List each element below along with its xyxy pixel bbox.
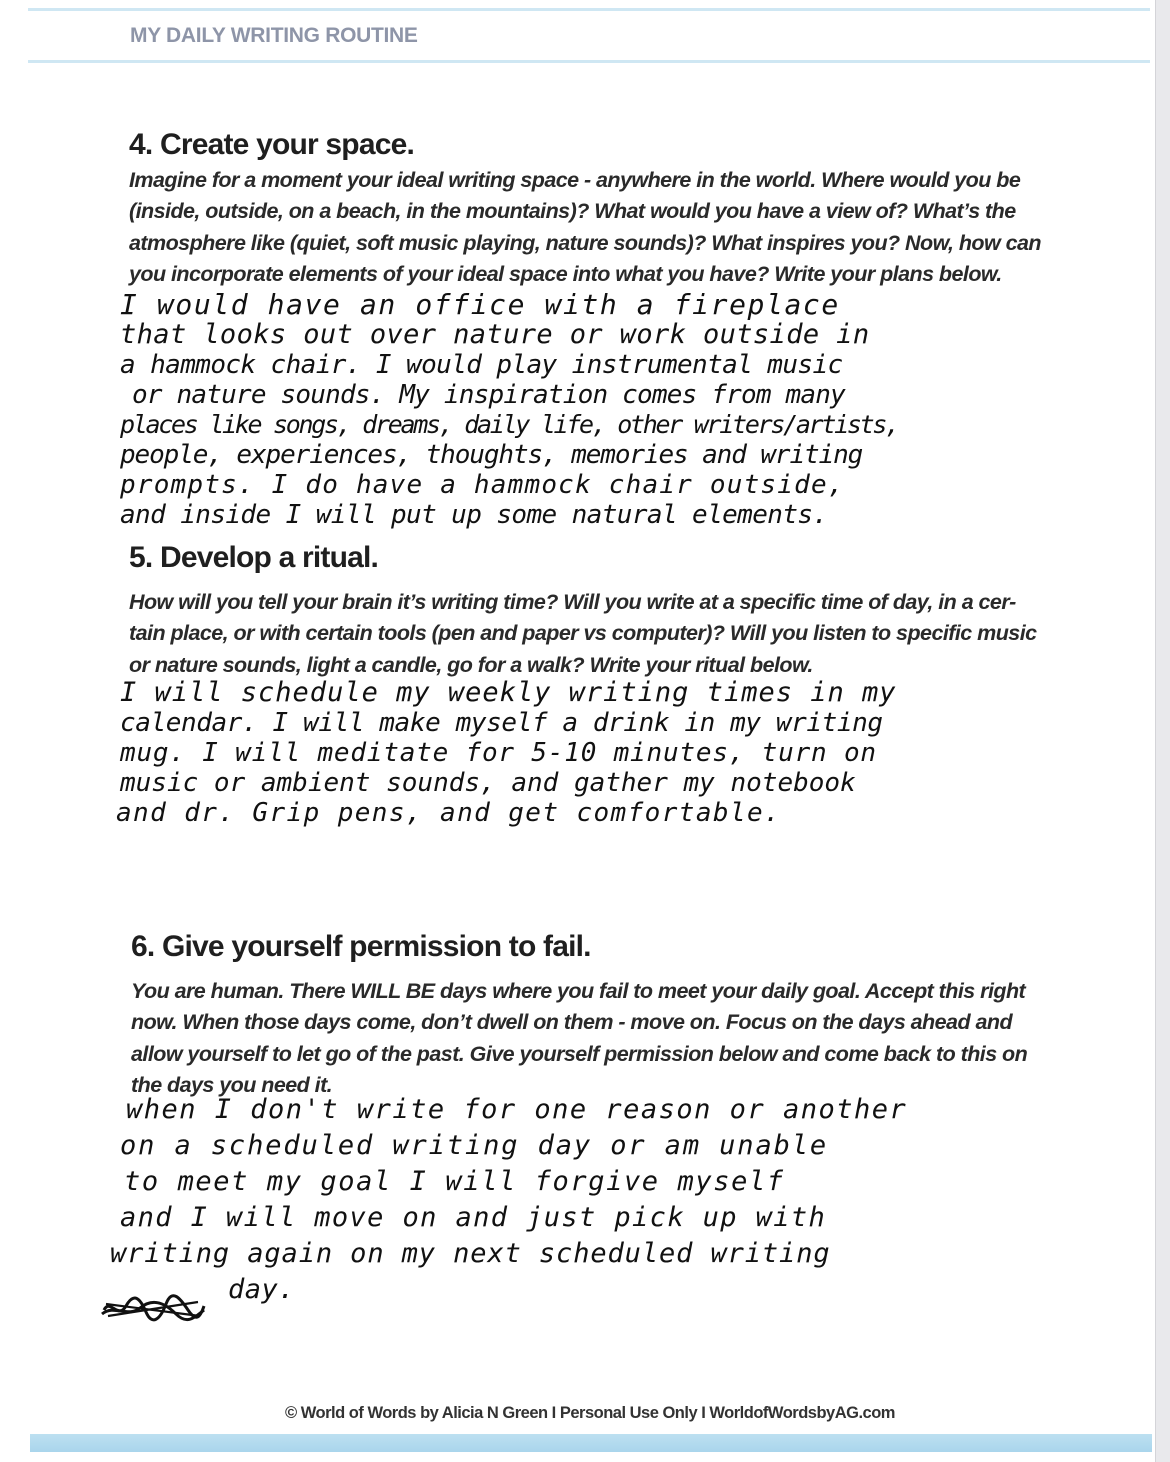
handwritten-line: I would have an office with a fireplace bbox=[120, 288, 840, 321]
top-rule-lower bbox=[28, 60, 1150, 63]
handwritten-line: and dr. Grip pens, and get comfortable. bbox=[116, 798, 782, 828]
prompt-line: now. When those days come, don’t dwell on them - move on. Focus on the days ahead and bbox=[131, 1010, 1013, 1035]
crossed-out-scribble bbox=[100, 1294, 206, 1322]
handwritten-line: that looks out over nature or work outside in bbox=[120, 319, 870, 350]
page-header-title: MY DAILY WRITING ROUTINE bbox=[130, 24, 418, 47]
section-heading-permission-to-fail: 6. Give yourself permission to fail. bbox=[131, 930, 591, 963]
prompt-line: You are human. There WILL BE days where you fail to meet your daily goal. Accept this right bbox=[131, 979, 1026, 1003]
prompt-line: or nature sounds, light a candle, go for a walk? Write your ritual below. bbox=[129, 652, 813, 677]
section-heading-develop-ritual: 5. Develop a ritual. bbox=[129, 541, 379, 574]
top-rule-upper bbox=[28, 8, 1150, 11]
handwritten-line: on a scheduled writing day or am unable bbox=[120, 1130, 829, 1161]
handwritten-line: when I don't write for one reason or another bbox=[126, 1094, 908, 1125]
handwritten-response-permission-to-fail bbox=[110, 1092, 908, 1308]
handwritten-line: writing again on my next scheduled writing bbox=[110, 1238, 831, 1269]
handwritten-line: calendar. I will make myself a drink in my writing bbox=[120, 708, 883, 738]
prompt-line: atmosphere like (quiet, soft music playing, nature sounds)? What inspires you? Now, how can bbox=[129, 230, 1042, 255]
bottom-color-bar bbox=[30, 1434, 1152, 1452]
handwritten-line: and inside I will put up some natural elements. bbox=[120, 500, 828, 530]
handwritten-line: I will schedule my weekly writing times in my bbox=[120, 677, 897, 708]
handwritten-line: mug. I will meditate for 5-10 minutes, turn on bbox=[120, 738, 877, 768]
prompt-line: you incorporate elements of your ideal space into what you have? Write your plans below. bbox=[129, 261, 1002, 286]
handwritten-line: music or ambient sounds, and gather my notebook bbox=[120, 768, 856, 798]
section-prompt-develop-ritual bbox=[129, 587, 1037, 681]
prompt-line: Imagine for a moment your ideal writing space - anywhere in the world. Where would you be bbox=[129, 168, 1021, 192]
section-prompt-permission-to-fail bbox=[131, 976, 1027, 1101]
handwritten-line: a hammock chair. I would play instrumental music bbox=[120, 350, 843, 380]
handwritten-line: to meet my goal I will forgive myself bbox=[124, 1166, 785, 1197]
scan-frame-edge bbox=[1155, 0, 1170, 1462]
prompt-line: (inside, outside, on a beach, in the mountains)? What would you have a view of? What’s the bbox=[129, 199, 1016, 224]
handwritten-line: and I will move on and just pick up with bbox=[120, 1202, 827, 1233]
section-heading-create-space: 4. Create your space. bbox=[129, 128, 415, 161]
prompt-line: tain place, or with certain tools (pen and paper vs computer)? Will you listen to specific music bbox=[129, 621, 1037, 646]
handwritten-line: places like songs, dreams, daily life, other writers/artists, bbox=[120, 410, 898, 439]
handwritten-line: people, experiences, thoughts, memories and writing bbox=[120, 440, 863, 470]
prompt-line: How will you tell your brain it’s writing time? Will you write at a specific time of day, in a cer- bbox=[129, 590, 1016, 614]
handwritten-response-develop-ritual bbox=[116, 677, 897, 828]
handwritten-line: or nature sounds. My inspiration comes from many bbox=[132, 380, 845, 410]
page-footer: © World of Words by Alicia N Green I Personal Use Only I WorldofWordsbyAG.com bbox=[285, 1404, 895, 1422]
section-prompt-create-space bbox=[129, 165, 1041, 290]
prompt-line: allow yourself to let go of the past. Give yourself permission below and come back to this on bbox=[131, 1041, 1028, 1066]
handwritten-response-create-space bbox=[120, 290, 898, 530]
handwritten-line: day. bbox=[228, 1274, 296, 1305]
prompt-line: the days you need it. bbox=[131, 1072, 333, 1097]
handwritten-line: prompts. I do have a hammock chair outside, bbox=[120, 470, 845, 500]
